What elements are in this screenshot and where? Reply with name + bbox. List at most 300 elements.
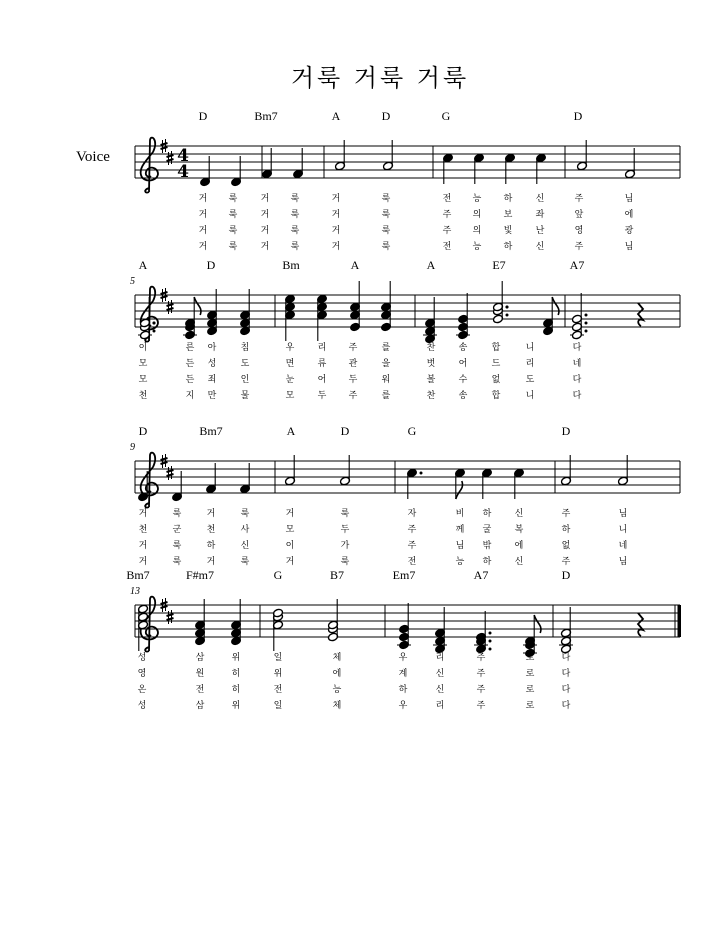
lyric-syllable: 니: [525, 391, 535, 401]
lyric-syllable: 의: [472, 210, 482, 220]
lyric-syllable: 히: [231, 669, 241, 679]
lyric-syllable: 을: [381, 359, 391, 369]
flag: [456, 481, 463, 499]
lyric-syllable: 영: [574, 226, 584, 236]
lyric-syllable: 거: [285, 557, 295, 567]
note: [285, 294, 296, 341]
lyric-syllable: 하: [206, 541, 216, 551]
lyric-syllable: 합: [491, 391, 501, 401]
note: [443, 153, 454, 184]
lyric-syllable: 하: [482, 557, 492, 567]
note: [381, 281, 392, 332]
note: [335, 140, 346, 171]
lyric-syllable: 른: [185, 343, 195, 353]
lyric-syllable: 주: [476, 653, 486, 663]
lyric-syllable: 위: [273, 669, 283, 679]
lyric-syllable: 전: [195, 685, 205, 695]
note: [561, 455, 572, 486]
lyric-syllable: 께: [455, 525, 465, 535]
lyric-syllable: 룩: [290, 226, 300, 236]
lyric-syllable: 거: [206, 509, 216, 519]
lyric-syllable: 거: [260, 242, 270, 252]
lyric-syllable: 전: [407, 557, 417, 567]
flag: [534, 615, 541, 633]
lyric-verse-1: [199, 192, 634, 204]
lyric-syllable: 주: [442, 226, 452, 236]
lyric-syllable: 니: [525, 343, 535, 353]
lyric-syllable: 두: [348, 375, 358, 385]
chord-symbol: G: [273, 568, 283, 582]
lyric-syllable: 신: [535, 194, 545, 204]
lyric-syllable: 보: [503, 210, 513, 220]
lyric-syllable: 송: [458, 343, 468, 353]
lyric-syllable: 룩: [290, 242, 300, 252]
lyric-syllable: 거: [198, 242, 208, 252]
lyric-syllable: 룩: [228, 194, 238, 204]
note: [285, 455, 296, 486]
chord-symbol: Bm7: [126, 568, 150, 582]
lyric-syllable: 전: [442, 194, 452, 204]
dot: [489, 640, 492, 643]
lyric-syllable: 이: [285, 541, 295, 551]
lyric-verse-4: [138, 699, 571, 711]
lyric-syllable: 능: [455, 557, 465, 567]
lyric-syllable: 송: [458, 391, 468, 401]
lyric-syllable: 의: [472, 226, 482, 236]
note: [455, 468, 466, 499]
lyric-syllable: 눈: [285, 375, 295, 385]
lyric-syllable: 관: [348, 359, 358, 369]
dot: [420, 472, 423, 475]
chord-symbol: D: [340, 424, 350, 438]
measure-number: 13: [130, 586, 140, 597]
lyric-verse-1: [138, 651, 571, 663]
song-title: 거룩 거룩 거룩: [290, 64, 470, 92]
note: [262, 148, 273, 179]
chord-symbol: A: [138, 258, 148, 272]
note: [433, 607, 447, 654]
lyric-syllable: 전: [273, 685, 283, 695]
lyric-syllable: 룩: [172, 557, 182, 567]
lyric-syllable: 일: [273, 701, 283, 711]
sharp-icon: [167, 300, 174, 314]
sharp-icon: [167, 466, 174, 480]
lyric-syllable: 계: [398, 669, 408, 679]
lyric-syllable: 로: [525, 669, 535, 679]
note: [383, 140, 394, 171]
lyric-syllable: 물: [240, 391, 250, 401]
lyric-syllable: 능: [332, 685, 342, 695]
lyric-syllable: 님: [624, 242, 634, 252]
lyric-syllable: 신: [535, 242, 545, 252]
lyric-syllable: 수: [458, 375, 468, 385]
lyric-syllable: 거: [138, 509, 148, 519]
lyric-syllable: 영: [137, 669, 147, 679]
note: [138, 471, 149, 502]
lyric-syllable: 합: [491, 343, 501, 353]
lyric-syllable: 주: [442, 210, 452, 220]
lyric-syllable: 룩: [290, 194, 300, 204]
quarter-rest-icon: [638, 613, 643, 636]
lyric-syllable: 룩: [228, 242, 238, 252]
lyric-syllable: 로: [525, 653, 535, 663]
lyric-syllable: 리: [317, 343, 327, 353]
lyric-syllable: 거: [331, 226, 341, 236]
lyric-syllable: 신: [435, 669, 445, 679]
note: [340, 455, 351, 486]
system-4: [126, 568, 681, 711]
lyric-syllable: 능: [472, 194, 482, 204]
lyric-syllable: 니: [618, 525, 628, 535]
lyric-verse-2: [139, 523, 628, 535]
lyric-syllable: 주: [407, 541, 417, 551]
lyric-syllable: 좌: [535, 210, 545, 220]
lyric-syllable: 룩: [381, 242, 391, 252]
lyric-syllable: 룩: [290, 210, 300, 220]
lyric-syllable: 를: [381, 391, 391, 401]
chord-symbol: Bm: [282, 258, 300, 272]
lyric-syllable: 거: [260, 226, 270, 236]
note: [172, 471, 183, 502]
lyric-syllable: 주: [574, 194, 584, 204]
chord-symbol: F#m7: [185, 568, 215, 582]
lyric-syllable: 위: [231, 701, 241, 711]
lyric-syllable: 에: [332, 669, 342, 679]
lyric-syllable: 광: [624, 226, 634, 236]
chord-symbol: A: [426, 258, 436, 272]
time-bottom: 4: [177, 162, 189, 182]
lyric-syllable: 빛: [503, 226, 513, 236]
lyric-syllable: 거: [198, 210, 208, 220]
flag: [552, 297, 559, 315]
lyric-syllable: 를: [381, 343, 391, 353]
lyric-syllable: 밖: [482, 541, 492, 551]
lyric-syllable: 인: [240, 375, 250, 385]
lyric-syllable: 주: [476, 685, 486, 695]
lyric-syllable: 거: [331, 210, 341, 220]
lyric-syllable: 님: [455, 541, 465, 551]
system-3: [130, 424, 680, 567]
note: [240, 463, 251, 494]
lyric-syllable: 룩: [340, 509, 350, 519]
lyric-syllable: 지: [185, 391, 195, 401]
lyric-syllable: 거: [198, 226, 208, 236]
lyric-syllable: 거: [285, 509, 295, 519]
lyric-syllable: 비: [455, 509, 465, 519]
lyric-syllable: 모: [285, 525, 295, 535]
lyric-syllable: 이: [138, 343, 148, 353]
sharp-icon: [167, 610, 174, 624]
lyric-syllable: 아: [207, 343, 217, 353]
dot: [585, 330, 588, 333]
lyric-syllable: 찬: [426, 343, 436, 353]
chord-symbol: A7: [569, 258, 585, 272]
chord-symbol: Bm7: [254, 109, 278, 123]
lyric-syllable: 님: [624, 194, 634, 204]
dot: [153, 330, 156, 333]
lyric-syllable: 거: [138, 557, 148, 567]
lyric-syllable: 체: [332, 701, 342, 711]
lyric-syllable: 하: [482, 509, 492, 519]
lyric-syllable: 다: [561, 669, 571, 679]
dot: [506, 306, 509, 309]
lyric-syllable: 볼: [426, 375, 436, 385]
lyric-syllable: 자: [407, 509, 417, 519]
note: [474, 611, 492, 654]
system-2: [130, 258, 680, 401]
lyric-syllable: 군: [172, 525, 182, 535]
lyric-syllable: 든: [185, 375, 195, 385]
lyric-syllable: 류: [317, 359, 327, 369]
chord-symbol: A: [331, 109, 341, 123]
lyric-syllable: 네: [618, 541, 628, 551]
time-signature: [177, 146, 189, 182]
lyric-syllable: 리: [525, 359, 535, 369]
dot: [153, 322, 156, 325]
note: [577, 140, 588, 171]
note: [207, 289, 218, 336]
lyric-syllable: 다: [561, 701, 571, 711]
lyric-syllable: 네: [572, 359, 582, 369]
note: [397, 603, 411, 650]
lyric-syllable: 일: [273, 653, 283, 663]
lyric-syllable: 로: [525, 685, 535, 695]
lyric-syllable: 리: [435, 653, 445, 663]
chord-symbol: G: [441, 109, 451, 123]
lyric-syllable: 위: [231, 653, 241, 663]
lyric-syllable: 님: [618, 557, 628, 567]
lyric-syllable: 온: [137, 685, 147, 695]
note: [536, 153, 547, 184]
dot: [506, 314, 509, 317]
note: [195, 599, 206, 646]
lyric-syllable: 로: [525, 701, 535, 711]
chord-symbol: D: [573, 109, 583, 123]
lyric-syllable: 천: [206, 525, 216, 535]
note: [407, 468, 423, 499]
lyric-syllable: 거: [260, 194, 270, 204]
lyric-syllable: 룩: [228, 210, 238, 220]
lyric-syllable: 굴: [482, 525, 492, 535]
lyric-syllable: 리: [435, 701, 445, 711]
lyric-syllable: 거: [138, 541, 148, 551]
note: [493, 281, 509, 324]
lyric-syllable: 룩: [381, 210, 391, 220]
lyric-verse-2: [139, 357, 582, 369]
chord-symbol: D: [561, 424, 571, 438]
lyric-syllable: 주: [561, 509, 571, 519]
chord-symbol: D: [198, 109, 208, 123]
chord-symbol: A: [350, 258, 360, 272]
lyric-syllable: 하: [561, 525, 571, 535]
chord-symbol: E7: [492, 258, 506, 272]
note: [456, 293, 470, 340]
note: [200, 156, 211, 187]
lyric-syllable: 거: [331, 194, 341, 204]
lyric-syllable: 다: [572, 391, 582, 401]
chord-symbol: A7: [473, 568, 489, 582]
chord-symbol: Em7: [392, 568, 416, 582]
lyric-syllable: 드: [491, 359, 501, 369]
lyric-syllable: 거: [260, 210, 270, 220]
lyric-syllable: 두: [317, 391, 327, 401]
system-1: [135, 109, 680, 252]
dot: [585, 322, 588, 325]
lyric-syllable: 도: [525, 375, 535, 385]
lyric-syllable: 룩: [381, 226, 391, 236]
sharp-icon: [167, 151, 174, 165]
chord-symbol: A: [286, 424, 296, 438]
lyric-syllable: 워: [381, 375, 391, 385]
lyric-syllable: 어: [317, 375, 327, 385]
lyric-syllable: 주: [561, 557, 571, 567]
lyric-syllable: 거: [206, 557, 216, 567]
note: [559, 607, 573, 654]
lyric-verse-4: [139, 555, 628, 567]
lyric-syllable: 난: [535, 226, 545, 236]
lyric-syllable: 삼: [195, 701, 205, 711]
lyric-syllable: 모: [285, 391, 295, 401]
lyric-syllable: 전: [442, 242, 452, 252]
chord-symbol: D: [561, 568, 571, 582]
lyric-syllable: 다: [561, 653, 571, 663]
final-barline-thick: [678, 605, 682, 637]
lyric-syllable: 모: [138, 375, 148, 385]
lyric-syllable: 주: [348, 391, 358, 401]
lyric-syllable: 앞: [574, 210, 584, 220]
lyric-syllable: 어: [458, 359, 468, 369]
lyric-syllable: 룩: [172, 541, 182, 551]
lyric-syllable: 다: [572, 343, 582, 353]
time-top: 4: [177, 146, 189, 166]
chord-symbol: G: [407, 424, 417, 438]
note: [240, 289, 251, 336]
lyric-syllable: 신: [435, 685, 445, 695]
dot: [585, 314, 588, 317]
lyric-syllable: 죄: [207, 375, 217, 385]
lyric-syllable: 두: [340, 525, 350, 535]
lyric-syllable: 성: [137, 701, 147, 711]
lyric-syllable: 주: [348, 343, 358, 353]
dot: [489, 632, 492, 635]
lyric-verse-1: [139, 507, 628, 519]
lyric-verse-3: [139, 539, 628, 551]
flag: [194, 297, 201, 315]
lyric-syllable: 주: [407, 525, 417, 535]
music-systems: [126, 109, 681, 711]
lyric-verse-3: [199, 224, 634, 236]
lyric-verse-2: [138, 667, 571, 679]
lyric-syllable: 체: [332, 653, 342, 663]
lyric-syllable: 성: [207, 359, 217, 369]
lyric-syllable: 님: [618, 509, 628, 519]
measure-number: 5: [130, 276, 135, 287]
dot: [489, 648, 492, 651]
lyric-syllable: 원: [195, 669, 205, 679]
lyric-syllable: 신: [240, 541, 250, 551]
lyric-syllable: 성: [137, 653, 147, 663]
lyric-syllable: 주: [476, 669, 486, 679]
lyric-syllable: 우: [398, 653, 408, 663]
lyric-syllable: 가: [340, 541, 350, 551]
note: [625, 148, 636, 179]
lyric-syllable: 침: [240, 343, 250, 353]
note: [618, 455, 629, 486]
note: [317, 294, 328, 341]
note: [206, 463, 217, 494]
note: [231, 156, 242, 187]
chord-symbol: D: [138, 424, 148, 438]
lyric-syllable: 능: [472, 242, 482, 252]
lyric-syllable: 거: [198, 194, 208, 204]
lyric-syllable: 천: [138, 391, 148, 401]
lyric-syllable: 룩: [340, 557, 350, 567]
lyric-syllable: 하: [398, 685, 408, 695]
note: [514, 468, 525, 499]
lyric-verse-3: [139, 373, 582, 385]
chord-symbol: D: [206, 258, 216, 272]
lyric-verse-2: [199, 208, 634, 220]
quarter-rest-icon: [638, 303, 643, 326]
lyric-syllable: 없: [561, 541, 571, 551]
note: [293, 148, 304, 179]
instrument-label: Voice: [76, 149, 110, 165]
lyric-verse-4: [199, 240, 634, 252]
note: [423, 297, 437, 344]
lyric-syllable: 사: [240, 525, 250, 535]
lyric-syllable: 벗: [426, 359, 436, 369]
lyric-syllable: 룩: [381, 194, 391, 204]
lyric-syllable: 주: [574, 242, 584, 252]
lyric-syllable: 삼: [195, 653, 205, 663]
chord-symbol: Bm7: [199, 424, 223, 438]
lyric-syllable: 우: [398, 701, 408, 711]
lyric-syllable: 하: [503, 194, 513, 204]
lyric-syllable: 다: [561, 685, 571, 695]
note: [570, 293, 588, 340]
note: [482, 468, 493, 499]
lyric-syllable: 복: [514, 525, 524, 535]
note: [231, 599, 242, 646]
lyric-syllable: 신: [514, 509, 524, 519]
chord-symbol: B7: [329, 568, 345, 582]
lyric-syllable: 면: [285, 359, 295, 369]
lyric-syllable: 만: [207, 391, 217, 401]
lyric-syllable: 룩: [172, 509, 182, 519]
lyric-syllable: 우: [285, 343, 295, 353]
note: [505, 153, 516, 184]
lyric-syllable: 룩: [240, 557, 250, 567]
note: [474, 153, 485, 184]
lyric-syllable: 하: [503, 242, 513, 252]
lyric-syllable: 도: [240, 359, 250, 369]
lyric-syllable: 에: [624, 210, 634, 220]
lyric-syllable: 주: [476, 701, 486, 711]
lyric-syllable: 다: [572, 375, 582, 385]
lyric-syllable: 에: [514, 541, 524, 551]
lyric-syllable: 천: [138, 525, 148, 535]
lyric-syllable: 찬: [426, 391, 436, 401]
lyric-syllable: 없: [491, 375, 501, 385]
lyric-syllable: 모: [138, 359, 148, 369]
lyric-syllable: 히: [231, 685, 241, 695]
chord-symbol: D: [381, 109, 391, 123]
lyric-verse-3: [138, 683, 571, 695]
note: [273, 608, 284, 651]
lyric-syllable: 신: [514, 557, 524, 567]
lyric-syllable: 룩: [240, 509, 250, 519]
note: [350, 281, 361, 332]
